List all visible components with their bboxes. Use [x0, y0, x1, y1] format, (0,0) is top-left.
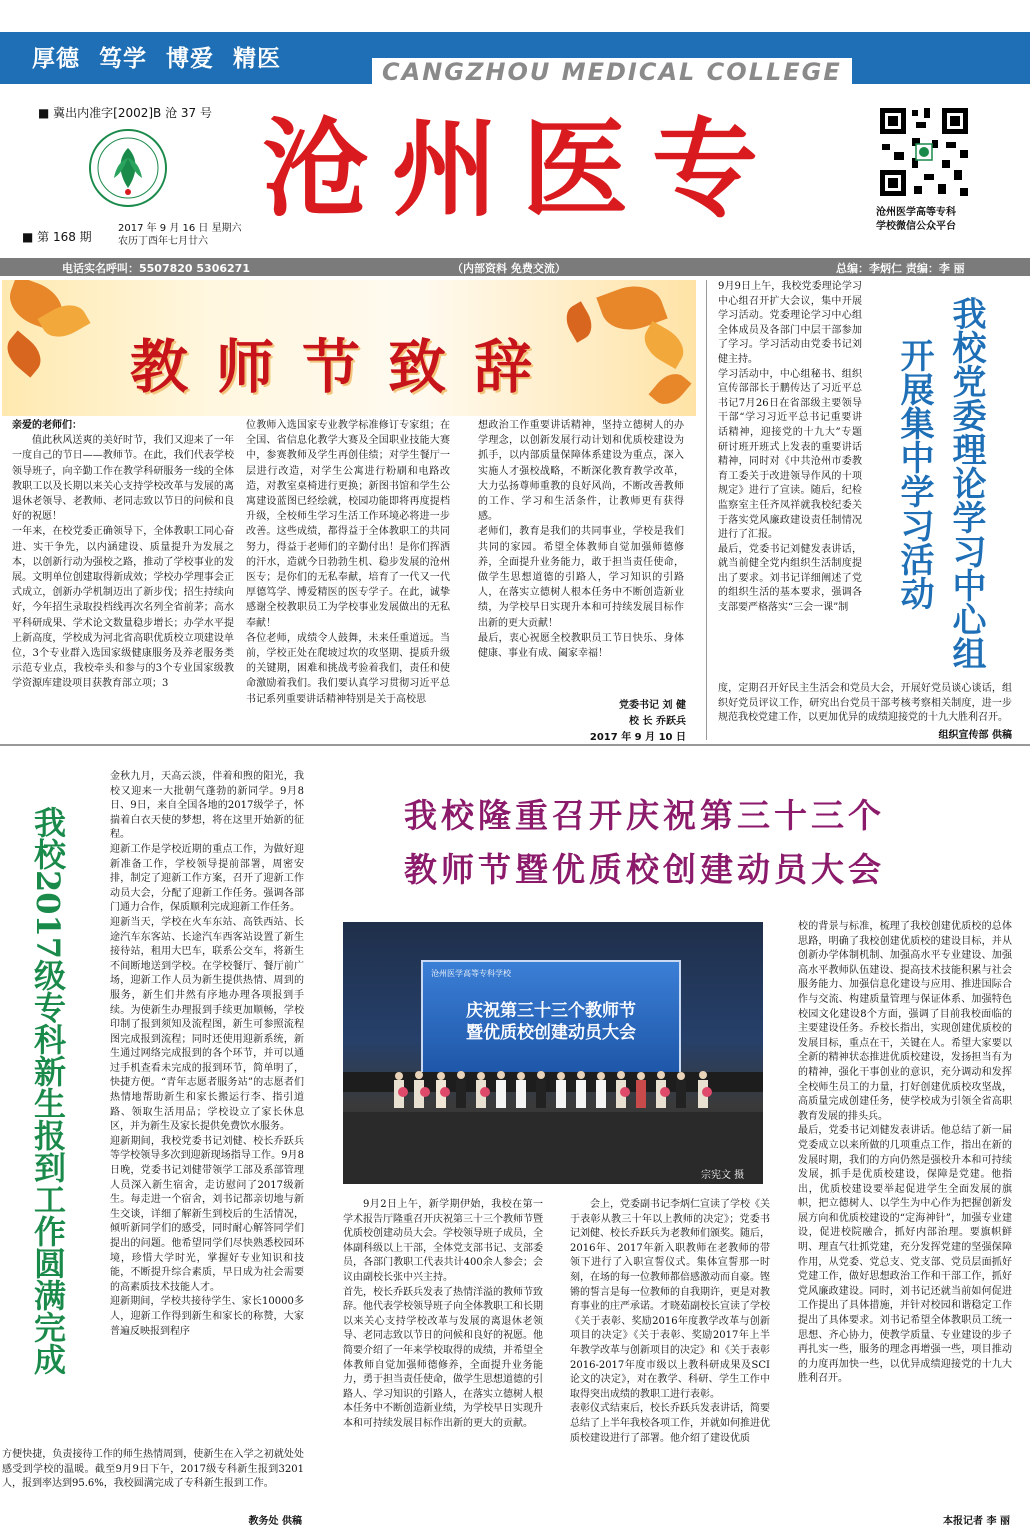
speech-column-3: 想政治工作重要讲话精神，坚持立德树人的办学理念，以创新发展行动计划和优质校建设为抓手，以内部质量保障体系建设为重点，深入实施人才强校战略，不断深化教育教学改革，大力弘扬尊师重教的良好风尚，不断改善教师的工作、学习和生活条件，让教师更有获得感。 老师们，教育是我们的共同事业，学校是我们共同的家园。希望全体教师自觉加强师德修养，全面提升业务能力，敢于担当责任使命，做学生思想道德的引路人，学习知识的引路人，在落实立德树人根本任务中不断创造新业绩，为学校早日实现升本和可持续发展目标作出新的更大贡献！ 最后，衷心祝愿全校教职员工节日快乐、身体健康、事业有成、阖家幸福！	[478, 420, 684, 660]
conference-headline-2: 教师节暨优质校创建动员大会	[404, 850, 885, 889]
gregorian-date: 2017 年 9 月 16 日 星期六	[118, 223, 242, 234]
conference-headline-1: 我校隆重召开庆祝第三十三个	[404, 796, 885, 835]
publication-date	[118, 222, 242, 248]
freshmen-text: 金秋九月，天高云淡，伴着和煦的阳光，我校又迎来一大批朝气蓬勃的新同学。9月8日、9日，来自全国各地的2017级学子，怀揣着白衣天使的梦想，将在这里开始新的征程。 迎新工作是学校近期的重点工作，为做好迎新准备工作，学校领导提前部署，周密安排，制定了迎新工作方案，召开了迎新工作动员大会，分配了迎新工作任务。强调各部门通力合作，保质顺利完成迎新工作任务。 迎新当天，学校在火车东站、高铁西站、长途汽车东客站、长途汽车西客站设置了新生接待站，租用大巴车，联系公交车，将新生不间断地送到学校。在学校餐厅、餐厅前广场，迎新工作人员为新生提供热情、周到的服务，新生们井然有序地办理各项报到手续。为使新生办理报到手续更加顺畅，学校印制了报到须知及流程图，新生可参照流程图完成报到流程；同时还使用迎新系统，新生通过网络完成报到的各个环节，并可以通过手机查看未完成的报到环节，简单明了，快捷方便。“青年志愿者服务站”的志愿者们热情地帮助新生和家长搬运行李、指引道路、领取生活用品；学校设立了家长休息区，并为新生及家长提供免费饮水服务。 迎新期间，我校党委书记刘健、校长乔跃兵等学校领导多次到迎新现场指导工作。9月8日晚，党委书记刘健带领学工部及系部管理人员深入新生宿舍，走访慰问了2017级新生。每走进一个宿舍，刘书记都亲切地与新生交谈，详细了解新生到校后的生活情况，倾听新同学们的感受，同时耐心解答同学们提出的问题。他希望同学们尽快熟悉校园环境，珍惜大学时光，掌握好专业知识和技能，不断提升综合素质，早日成为社会需要的高素质技术技能人才。 迎新期间，学校共接待学生、家长10000多人，迎新工作得到新生和家长的称赞，大家普遍反映报到程序	[110, 771, 304, 1337]
speech-column-1	[12, 418, 234, 692]
masthead-title: 沧州医专	[262, 106, 782, 231]
signature-date: 2017 年 9 月 10 日	[589, 732, 686, 743]
party-study-source: 组织宣传部 供稿	[938, 730, 1012, 741]
speech-text-1: 值此秋风送爽的美好时节，我们又迎来了一年一度自己的节日——教师节。在此，我们代表学校领导班子，向辛勤工作在教学科研服务一线的全体教职工以及长期以来关心支持学校改革与发展的离退休老领导、老教师、老同志致以节日的问候和良好的祝愿！ 一年来，在校党委正确领导下，全体教职工同心奋进、实干争先，以内涵建设、质量提升为发展之本，以创新行动为强校之路，推动了学校事业的发展。文明单位创建取得新成效；学校办学理事会正式成立，创新办学机制迈出了新步伐；招生持续向好，今年招生录取投档线再次名列全省前茅；高水平科研成果、学术论文数量稳步增长；办学水平提上新高度，学校成为河北省高职优质校立项建设单位，3个专业群入选国家级健康服务及养老服务类示范专业点，我校牵头和参与的3个专业国家级教学资源库建设项目获教育部立项；3	[12, 435, 234, 690]
signature-president: 校 长 乔跃兵	[629, 716, 686, 727]
conference-photo	[343, 922, 763, 1184]
registration-number: ■ 冀出内准字[2002]B 沧 37 号	[38, 106, 213, 120]
qr-caption	[876, 206, 1006, 234]
phone-info: 电话实名呼叫：5507820 5306271	[62, 262, 250, 275]
screen-school-name: 沧州医学高等专科学校	[431, 969, 511, 978]
party-study-title-2: 开展集中学习活动	[894, 338, 934, 610]
screen-caption-2: 暨优质校创建动员大会	[466, 1023, 636, 1043]
freshmen-text-wide: 方便快捷，负责接待工作的师生热情周到，使新生在入学之初就处处感受到学校的温暖。截至9月9日下午，2017级专科新生报到3201人，报到率达到95.6%，我校圆满完成了专科新生报到工作。	[2, 1449, 304, 1490]
conference-column-1: 9月2日上午，新学期伊始，我校在第一学术报告厅隆重召开庆祝第三十三个教师节暨优质校创建动员大会。学校领导班子成员，全体副科级以上干部，全体党支部书记、支部委员，各部门教职工代表共计400余人参会；会议由副校长张中兴主持。 首先，校长乔跃兵发表了热情洋溢的教师节致辞。他代表学校领导班子向全体教职工和长期以来关心支持学校改革与发展的离退休老领导、老同志致以节日的问候和良好的祝愿。他简要介绍了一年来学校取得的成绩，并希望全体教师自觉加强师德修养，全面提升业务能力，勇于担当责任使命，做学生思想道德的引路人、学习知识的引路人，在落实立德树人根本任务中不断创造新业绩，为学校早日实现升本和可持续发展目标作出新的更大的贡献。	[343, 1199, 543, 1429]
issue-number: ■ 第 168 期	[22, 230, 92, 244]
editor-info: 总编：李炳仁 责编：李 丽	[836, 262, 965, 275]
signature-party-secretary: 党委书记 刘 健	[619, 700, 686, 711]
qr-caption-line-1: 沧州医学高等专科	[876, 207, 956, 218]
stage-screen	[421, 960, 681, 1076]
party-study-title-1: 我校党委理论学习中心组	[946, 296, 986, 670]
party-study-text-wide: 度，定期召开好民主生活会和党员大会，开展好党员谈心谈话，组织好党员评议工作，研究出台党员干部考核考察相关制度，进一步规范我校党建工作，以更加优异的成绩迎接党的十九大胜利召开。	[718, 683, 1012, 724]
school-motto: 厚德 笃学 博爱 精医	[32, 45, 282, 72]
lunar-date: 农历丁酉年七月廿六	[118, 236, 208, 247]
screen-caption-1: 庆祝第三十三个教师节	[466, 1001, 636, 1021]
section-divider	[0, 744, 1030, 746]
speech-greeting: 亲爱的老师们：	[12, 420, 82, 431]
party-study-text: 9月9日上午，我校党委理论学习中心组召开扩大会议，集中开展学习活动。党委理论学习中心组全体成员及各部门中层干部参加了学习。学习活动由党委书记刘健主持。 学习活动中，中心组秘书、组织宣传部部长于鹏传达了习近平总书记7月26日在省部级主要领导干部“学习习近平总书记重要讲话精神，迎接党的十九大”专题研讨班开班式上发表的重要讲话精神，同时对《中共沧州市委教育工委关于改进领导作风的十项规定》进行了宣读。随后，纪检监察室主任齐凤祥就我校纪委关于落实党风廉政建设责任制情况进行了汇报。 最后，党委书记刘健发表讲话，就当前健全党内组织生活制度提出了要求。刘书记详细阐述了党的组织生活的基本要求，强调各支部要严格落实“三会一课”制	[718, 281, 862, 614]
internal-note: （内部资料 免费交流）	[452, 262, 566, 275]
photo-credit: 宗宪文 摄	[701, 1170, 745, 1181]
freshmen-source: 教务处 供稿	[248, 1516, 302, 1527]
freshmen-title: 我校2017级专科新生报到工作圆满完成	[29, 806, 67, 1376]
english-name: CANGZHOU MEDICAL COLLEGE	[372, 58, 852, 86]
stage-people	[389, 1070, 729, 1110]
stage-floor	[343, 1112, 763, 1184]
conference-source: 本报记者 李 丽	[943, 1516, 1010, 1527]
school-logo	[88, 128, 168, 208]
conference-column-3: 校的背景与标准，梳理了我校创建优质校的总体思路，明确了我校创建优质校的建设目标，并从创新办学体制机制、加强高水平专业建设、加强高水平教师队伍建设、提高技术技能积累与社会服务能力、加强信息化建设与应用、推进国际合作与交流、构建质量管理与保证体系、加强特色校园文化建设8个方面，强调了目前我校面临的主要建设任务。乔校长指出，实现创建优质校的发展目标，重点在干，关键在人。希望大家要以全新的精神状态推进优质校建设，发扬担当有为的精神，强化干事创业的意识，充分调动和发挥全校师生员工的力量，打好创建优质校攻坚战，高质量完成创建任务，使学校成为引领全省高职教育发展的排头兵。 最后，党委书记刘健发表讲话。他总结了新一届党委成立以来所做的几项重点工作，指出在新的发展时期，我们的方向仍然是强校升本和可持续发展，抓手是优质校建设，保障是党建。他指出，优质校建设要举起促进学生全面发展的旗帜，把立德树人、以学生为中心作为把握创新发展方向和优质校建设的“定海神针”，加强专业建设，促进校院融合，抓好内部治理。要旗帜鲜明、理直气壮抓党建，充分发挥党建的坚强保障作用，从党委、党总支、党支部、党员层面抓好党建工作，做好思想政治工作和干部工作，抓好党风廉政建设。同时，刘书记还就当前如何促进工作提出了具体措施，并针对校园和谐稳定工作提出了具体要求。刘书记希望全体教职员工统一思想、齐心协力，使教学质量、专业建设的步子再扎实一些，服务的理念再增强一些，项目推动的力度再加快一些，以优异成绩迎接党的十九大胜利召开。	[798, 921, 1012, 1385]
speech-signature	[520, 698, 686, 746]
info-bar	[0, 258, 1030, 276]
people-row	[389, 1070, 729, 1110]
speech-column-2: 位教师入选国家专业教学标准修订专家组；在全国、省信息化教学大赛及全国职业技能大赛中，参赛教师及学生再创佳绩；对学生餐厅一层进行改造，对学生公寓进行粉刷和电路改造，对教室桌椅进行更换；新图书馆和学生公寓建设蓝图已经绘就，校园功能即将再度提档升级，全校师生学习生活工作环境必将进一步改善。这些成绩，都得益于全体教职工的共同努力，得益于老师们的辛勤付出！是你们挥洒的汗水，造就今日勃勃生机、稳步发展的沧州医专；是你们的无私奉献，培育了一代又一代厚德笃学、博爱精医的医专学子。在此，诚挚感谢全校教职员工为学校事业发展做出的无私奉献！ 各位老师，成绩令人鼓舞，未来任重道远。当前，学校正处在爬坡过坎的攻坚期、提质升级的关键期，困难和挑战考验着我们，责任和使命激励着我们。我们要认真学习贯彻习近平总书记系列重要讲话精神特别是关于高校思	[246, 420, 450, 705]
qr-code	[876, 104, 972, 200]
screen-caption	[423, 1000, 679, 1044]
qr-caption-line-2: 学校微信公众平台	[876, 221, 956, 232]
conference-column-2: 会上，党委副书记李炳仁宣读了学校《关于表彰从教三十年以上教师的决定》；党委书记刘健、校长乔跃兵为老教师们颁奖。随后，2016年、2017年新入职教师在老教师的带领下进行了入职宣誓仪式。集体宣誓那一时刻，在场的每一位教师都倍感激动而自豪。铿锵的誓言是每一位教师的自我期许，更是对教育事业的庄严承诺。才晓茹副校长宣读了学校《关于表彰、奖励2016年度教学改革与创新项目的决定》《关于表彰、奖励2017年上半年教学改革与创新项目的决定》和《关于表彰2016-2017年度市级以上教科研成果及SCI论文的决定》，对在教学、科研、学生工作中取得突出成绩的教职工进行表彰。 表彰仪式结束后，校长乔跃兵发表讲话，简要总结了上半年我校各项工作，并就如何推进优质校建设进行了部署。他介绍了建设优质	[570, 1199, 770, 1444]
banner-title: 教师节致辞	[130, 333, 561, 401]
column-divider	[706, 280, 707, 740]
